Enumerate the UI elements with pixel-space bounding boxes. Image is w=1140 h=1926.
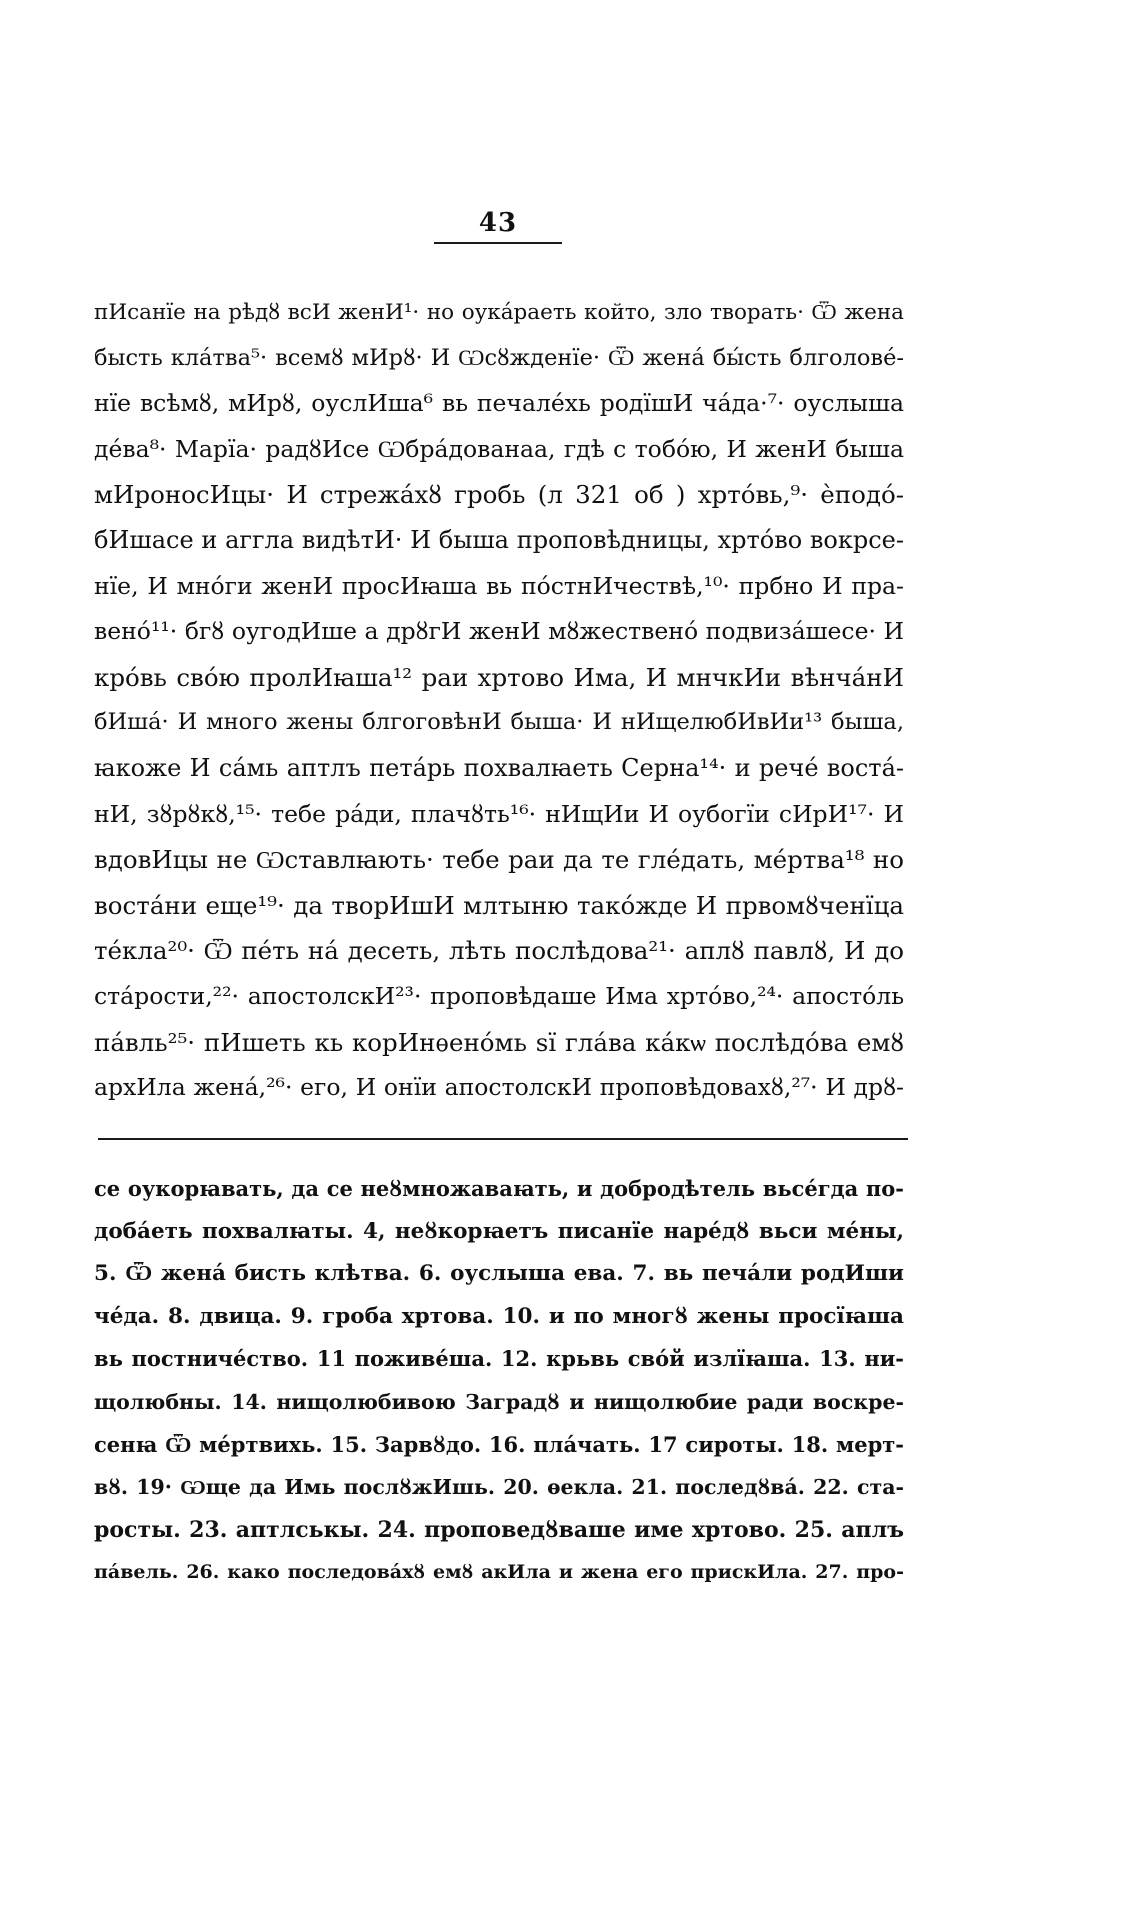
footnote-line: чéда. 8. двица. 9. гроба хртова. 10. и по многȣ жены просїꙗша bbox=[94, 1303, 904, 1329]
main-text-line: тéкла²⁰· Ѿ пéть нá десеть, лѣть послѣдова²¹· аплȣ павлȣ, И до bbox=[94, 936, 904, 966]
main-text-block bbox=[94, 290, 904, 1111]
footnote-line: добáеть похвалꙗты. 4, неȣкорꙗетъ писанїе нарéдȣ вьси мéны, bbox=[94, 1218, 904, 1244]
footnote-line: щолюбны. 14. нищолюбивою Заградȣ и нищолюбие ради воскре- bbox=[94, 1389, 904, 1414]
footnote-line: пáвель. 26. како последовáхȣ емȣ акИла и жена его прискИла. 27. про- bbox=[94, 1561, 904, 1584]
main-text-line: венó¹¹· бгȣ оугодИше а дрȣгИ женИ мȣжественó подвизáшесе· И bbox=[94, 617, 904, 646]
main-text-line: пИсанїе на рѣдȣ всИ женИ¹· но оукáраеть който, зло творать· Ѿ жена bbox=[94, 300, 904, 325]
main-text-line: бИшá· И много жены блгоговѣнИ быша· И нИщелюбИвИи¹³ быша, bbox=[94, 709, 904, 736]
page-number-underline bbox=[434, 242, 562, 244]
main-text-line: нїе всѣмȣ, мИрȣ, оуслИша⁶ вь печалéхь родїшИ чáда·⁷· оуслыша bbox=[94, 389, 904, 418]
main-text-line: крóвь свóю пролИꙗша¹² раи хртово Има, И мнчкИи вѣнчáнИ bbox=[94, 662, 904, 692]
footnote-line: се оукорꙗвать, да се неȣмножаваꙗть, и добродѣтель вьсéгда по- bbox=[94, 1176, 904, 1201]
main-text-line: пáвль²⁵· пИшеть кь корИнѳенóмь ѕї глáва кáкѡ послѣдóва емȣ bbox=[94, 1027, 904, 1057]
footnote-line: вȣ. 19· Ѡще да Имь послȣжИшь. 20. ѳекла. 21. последȣвá. 22. ста- bbox=[94, 1475, 904, 1500]
footnote-line: 5. Ѿ женá бисть клѣтва. 6. оуслыша ева. 7. вь печáли родИши bbox=[94, 1261, 904, 1287]
page-number: 43 bbox=[478, 208, 518, 238]
main-text-line: вдовИцы не Ѡставлꙗють· тебе раи да те глéдать, мéртва¹⁸ но bbox=[94, 845, 904, 875]
footnotes-block bbox=[94, 1168, 904, 1594]
footnote-line: сенꙗ Ѿ мéртвихь. 15. Зарвȣдо. 16. плáчать. 17 сироты. 18. мерт- bbox=[94, 1431, 904, 1457]
main-text-line: дéва⁸· Марїа· радȣИсе Ѡбрáдованаа, гдѣ с тобóю, И женИ быша bbox=[94, 434, 904, 463]
main-text-line: востáни еще¹⁹· да творИшИ млтыню такóжде И првомȣченїца bbox=[94, 890, 904, 920]
main-text-line: архИла женá,²⁶· его, И онїи апостолскИ проповѣдовахȣ,²⁷· И дрȣ- bbox=[94, 1073, 904, 1102]
main-text-line: бИшасе и аггла видѣтИ· И быша проповѣдницы, хртóво вокрсе- bbox=[94, 525, 904, 554]
footnote-line: вь постничéство. 11 поживéша. 12. крьвь свóй излїꙗша. 13. ни- bbox=[94, 1346, 904, 1372]
main-text-line: мИроносИцы· И стрежáхȣ гробь (л 321 об ) хртóвь,⁹· ѐподó- bbox=[94, 480, 904, 510]
main-text-line: нїе, И мнóги женИ просИꙗша вь пóстнИчествѣ,¹⁰· прбно И пра- bbox=[94, 571, 904, 600]
main-text-line: стáрости,²²· апостолскИ²³· проповѣдаше Има хртóво,²⁴· апостóль bbox=[94, 981, 904, 1010]
footnote-divider bbox=[98, 1138, 908, 1140]
footnote-line: росты. 23. аптлськы. 24. проповедȣваше име хртово. 25. аплъ bbox=[94, 1516, 904, 1543]
main-text-line: нИ, зȣрȣкȣ,¹⁵· тебе рáди, плачȣть¹⁶· нИщИи И оубогїи сИрИ¹⁷· И bbox=[94, 799, 904, 828]
main-text-line: бысть клáтва⁵· всемȣ мИрȣ· И Ѡсȣжденїе· Ѿ женá бы́сть блголовé- bbox=[94, 344, 904, 371]
main-text-line: ꙗкоже И сáмь аптлъ петáрь похвалꙗеть Серна¹⁴· и речé воста́- bbox=[94, 753, 904, 782]
